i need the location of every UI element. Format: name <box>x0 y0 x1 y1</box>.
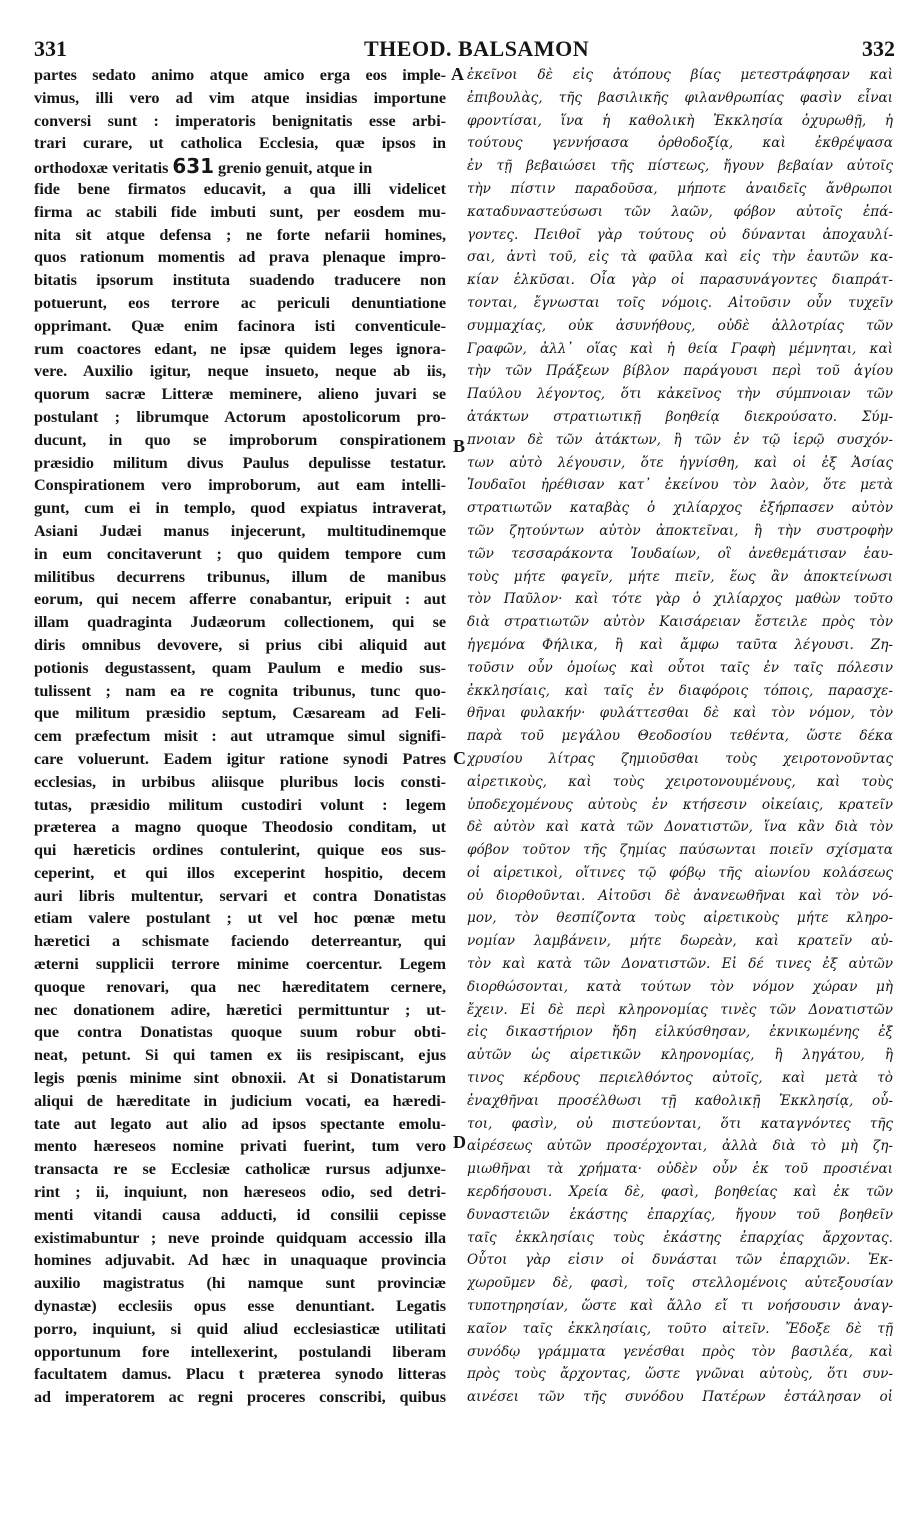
latin-line: illam quadraginta Judæorum collectionem, qui se <box>34 613 446 632</box>
latin-line: diris omnibus devovere, si prius cibi aliquid aut <box>34 635 446 654</box>
greek-line: οἱ αἱρετικοὶ, οἵτινες τῷ φόβῳ τῆς αἰωνίου κολάσεως <box>467 864 893 881</box>
greek-line: στρατιωτῶν καταβὰς ὁ χιλίαρχος ἐξήρπασεν αὐτὸν <box>467 500 893 517</box>
greek-line: τὸν Παῦλον· καὶ τότε γὰρ ὁ χιλίαρχος μαθὼν τοῦτο <box>467 591 893 608</box>
latin-line: homines adjuvabit. Ad hæc in unaquaque provincia <box>34 1251 446 1270</box>
greek-line: κίαν ἑλκῦσαι. Οἷα γὰρ οἱ παρασυνάγοντες διαπράτ- <box>467 272 893 289</box>
latin-line: conversi sunt : imperatoris benignitatis esse arbi- <box>34 111 446 130</box>
greek-line: ἐν τῇ βεβαιώσει τῆς πίστεως, ἤγουν βεβαίαν αὐτοῖς <box>467 158 893 175</box>
latin-line: rint ; ii, inquiunt, non hæreseos odio, sed detri- <box>34 1183 446 1202</box>
latin-line: mento hæreseos nomine privati fuerint, tum vero <box>34 1137 446 1156</box>
greek-line: χωροῦμεν δὲ, φασὶ, τοῖς στελλομένοις αὐτεξουσίαν <box>467 1275 893 1292</box>
latin-line: æterni supplicii terrore minime coercentur. Legem <box>34 955 446 974</box>
latin-line: postulant ; librumque Actorum apostolicorum pro- <box>34 407 446 426</box>
latin-line: tutas, præsidio militum custodiri volunt : legem <box>34 795 446 814</box>
greek-line: Γραφῶν, ἀλλ᾿ οἵας καὶ ἡ θεία Γραφὴ μέμνηται, καὶ <box>467 340 893 357</box>
latin-line: nita sit atque defensa ; ne forte nefarii homines, <box>34 225 446 244</box>
greek-line: οὐ διορθοῦνται. Αἰτοῦσι δὲ ἀνανεωθῆναι καὶ τὸν νό- <box>467 887 893 904</box>
latin-line: ceperint, et qui illos exceperint hospitio, decem <box>34 863 446 882</box>
latin-line: legis pœnis minime sint obnoxii. At si Donatistarum <box>34 1069 446 1088</box>
greek-line: ἀτάκτων στρατιωτικῇ βοηθείᾳ διεκρούσατο. Σύμ- <box>467 408 893 425</box>
latin-line: que contra Donatistas quoque suum robur obti- <box>34 1023 446 1042</box>
latin-line: transacta re se Ecclesiæ catholicæ rursus adjunxe- <box>34 1160 446 1179</box>
greek-line: εἰς δικαστήριον ἤδη εἱλκύσθησαν, ἐκνικωμένης ἐξ <box>467 1024 893 1041</box>
latin-line: que militum præsidio septum, Cæsaream ad Feli- <box>34 704 446 723</box>
greek-line: ἡγεμόνα Φήλικα, ἢ καὶ ἄμφω ταῦτα λέγουσι. Ζη- <box>467 636 893 653</box>
latin-line: præterea a magno quoque Theodosio conditam, ut <box>34 818 446 837</box>
latin-line <box>34 155 446 178</box>
greek-line: δυναστειῶν ἑκάστης ἐπαρχίας, ἤγουν τοῦ βοηθεῖν <box>467 1206 893 1223</box>
greek-column <box>467 64 893 1409</box>
greek-line: αὐτῶν ὡς αἱρετικῶν κληρονομίας, ἢ ληγάτου, ἢ <box>467 1047 893 1064</box>
latin-line: tate aut legato aut alio ad ipsos spectante emolu- <box>34 1114 446 1133</box>
latin-line: bitatis ipsorum instituta suadendo traducere non <box>34 271 446 290</box>
latin-line: quorum sacræ Litteræ meminere, alieno juvari se <box>34 385 446 404</box>
greek-line: διορθώσονται, κατὰ τούτων τὸν νόμον χώραν μὴ <box>467 978 893 995</box>
greek-line: αἱρέσεως αὐτῶν προσέρχονται, ἀλλὰ διὰ τὸ μὴ ζη- <box>467 1138 893 1155</box>
greek-line: χρυσίου λίτρας ζημιοῦσθαι τοὺς χειροτονοῦντας <box>467 750 893 767</box>
greek-line: των αὐτὸ λέγουσιν, ὅτε ἡγνίσθη, καὶ οἱ ἐξ Ἀσίας <box>467 454 893 471</box>
greek-line: γοντες. Πειθοῖ γὰρ τούτους οὐ δύνανται ἀποχαυλί- <box>467 226 893 243</box>
greek-line: σαι, ἀντὶ τοῦ, εἰς τὰ φαῦλα καὶ εἰς τὴν ἑαυτῶν κα- <box>467 249 893 266</box>
latin-line: vimus, illi vero ad vim atque insidias importune <box>34 88 446 107</box>
greek-line: συμμαχίας, οὐκ ἀσυνήθους, οὐδὲ ἀλλοτρίας τῶν <box>467 317 893 334</box>
greek-line: Οὗτοι γὰρ εἰσιν οἱ δυνάσται τῶν ἐπαρχιῶν. Ἐκ- <box>467 1252 893 1269</box>
latin-line: quos rationum momentis ad prava plenaque impro- <box>34 248 446 267</box>
greek-line: ἐναχθῆναι προσέλθωσι τῇ καθολικῇ Ἐκκλησίᾳ, οὗ- <box>467 1092 893 1109</box>
latin-line: Asiani Judæi manus injecerunt, multitudinemque <box>34 521 446 540</box>
greek-line: πνοιαν δὲ τῶν ἀτάκτων, ἢ τῶν ἐν τῷ ἱερῷ συσχόν- <box>467 431 893 448</box>
inline-column-number: 631 <box>172 155 214 178</box>
greek-line: κερδήσουσι. Χρεία δὲ, φασὶ, βοηθείας καὶ ἐκ τῶν <box>467 1184 893 1201</box>
latin-line: auri libris multentur, servari et contra Donatistas <box>34 886 446 905</box>
greek-line: Παύλου λέγοντος, ὅτι κἀκεῖνος τὴν σύμπνοιαν τῶν <box>467 386 893 403</box>
greek-line: ταῖς ἐκκλησίαις τοὺς ἑκάστης ἐπαρχίας ἄρχοντας. <box>467 1229 893 1246</box>
greek-line: καῖον ταῖς ἐκκλησίαις, τοῦτο αἰτεῖν. Ἔδοξε δὲ τῇ <box>467 1320 893 1337</box>
greek-line: αινέσει τῶν τῆς συνόδου Πατέρων ἐστάλησαν οἱ <box>467 1389 893 1406</box>
latin-line: præsidio militum divus Paulus depulisse testatur. <box>34 453 446 472</box>
greek-line: τινος κέρδους περιελθόντος αὐτοῖς, καὶ μετὰ τὸ <box>467 1070 893 1087</box>
greek-line: θῆναι φυλακήν· φυλάττεσθαι δὲ καὶ τὸν νόμον, τὸν <box>467 705 893 722</box>
latin-line: quoque renovari, qua nec hæreditatem cernere, <box>34 977 446 996</box>
greek-line: ὑποδεχομένους αὐτοὺς ἐν κτήσεσιν οἰκείαις, κρατεῖν <box>467 796 893 813</box>
greek-line: τῶν ζητούντων αὐτὸν ἀποκτεῖναι, ἢ τὴν συστροφὴν <box>467 522 893 539</box>
page-number-left: 331 <box>34 36 67 61</box>
latin-line: opprimant. Quæ enim facinora isti conventicule- <box>34 316 446 335</box>
greek-line: μιωθῆναι τὰ χρήματα· οὐδὲν οὖν ἐκ τοῦ προσιέναι <box>467 1161 893 1178</box>
latin-line: tulissent ; nam ea re cognita tribunus, tunc quo- <box>34 681 446 700</box>
latin-line: etiam valere postulant ; ut vel hoc pœnæ metu <box>34 909 446 928</box>
greek-line: τὴν πίστιν παραδοῦσα, μήποτε ἀναιδεῖς ἄνθρωποι <box>467 180 893 197</box>
greek-line: τοὺς μήτε φαγεῖν, μήτε πιεῖν, ἕως ἂν ἀποκτείνωσι <box>467 568 893 585</box>
latin-line: militibus decurrens tribunus, illum de manibus <box>34 567 446 586</box>
latin-line: neat, petunt. Si qui tamen ex iis resipiscant, ejus <box>34 1046 446 1065</box>
latin-line: porro, inquiunt, si quid aliud ecclesiasticæ utilitati <box>34 1319 446 1338</box>
latin-line: aliqui de hæreditate in judicium vocati, ea hæredi- <box>34 1091 446 1110</box>
greek-line: Ἰουδαῖοι ἠρέθισαν κατ᾿ ἐκείνου τὸν λαὸν, ὅτε μετὰ <box>467 477 893 494</box>
greek-line: τὸν καὶ κατὰ τῶν Δονατιστῶν. Εἰ δέ τινες ἐξ αὐτῶν <box>467 956 893 973</box>
latin-line: gunt, cum ei in templo, quod expiatus intraverat, <box>34 499 446 518</box>
latin-line: auxilio magistratus (hi namque sunt provinciæ <box>34 1274 446 1293</box>
latin-line: vere. Auxilio igitur, neque insueto, neque ab iis, <box>34 362 446 381</box>
greek-line: ἐπιβουλὰς, τῆς βασιλικῆς φιλανθρωπίας φασὶν εἶναι <box>467 89 893 106</box>
section-marker-b: B <box>453 436 466 456</box>
page-header <box>34 36 895 62</box>
latin-line: nec donationem adire, hæretici permittuntur ; ut- <box>34 1000 446 1019</box>
greek-line: αἱρετικοὺς, καὶ τοὺς χειροτονουμένους, καὶ τοὺς <box>467 773 893 790</box>
greek-line: τυποτηρησίαν, ὥστε καὶ ἄλλο εἴ τι νοήσουσιν ἀναγ- <box>467 1298 893 1315</box>
greek-line: τῶν τεσσαράκοντα Ἰουδαίων, οἳ ἀνεθεμάτισαν ἑαυ- <box>467 545 893 562</box>
greek-line: ἐκκλησίαις, καὶ ταῖς ἐν διαφόροις τόποις, παρασχε- <box>467 682 893 699</box>
latin-line: fide bene firmatos educavit, a qua illi videlicet <box>34 179 446 198</box>
latin-column <box>34 64 446 1409</box>
latin-line: cem præfectum misit : aut utramque simul signifi- <box>34 727 446 746</box>
section-marker-a: A <box>451 64 464 84</box>
greek-line: ἔχειν. Εἰ δὲ περὶ κληρονομίας τινὲς τῶν Δονατιστῶν <box>467 1001 893 1018</box>
greek-line: πρὸς τοὺς ἄρχοντας, ὥστε γνῶναι αὐτοὺς, ὅτι συν- <box>467 1366 893 1383</box>
latin-line: rum coactores edant, ne ipsæ quidem leges ignora- <box>34 339 446 358</box>
latin-line: care voluerunt. Eadem igitur ratione synodi Patres <box>34 749 446 768</box>
greek-line: συνόδῳ γράμματα γενέσθαι πρὸς τὸν βασιλέα, καὶ <box>467 1343 893 1360</box>
greek-line: τοι, φασὶν, οὐ πιστεύονται, ὅτι καταγνόντες τῆς <box>467 1115 893 1132</box>
latin-line: partes sedato animo atque amico erga eos imple- <box>34 66 446 84</box>
latin-line: firma ac stabili fide imbuti sunt, per eosdem mu- <box>34 202 446 221</box>
latin-line: qui hæreticis ordines contulerint, quique eos sus- <box>34 841 446 860</box>
latin-line: trari curare, ut catholica Ecclesia, quæ ipsos in <box>34 134 446 153</box>
greek-line: νομίαν λαμβάνειν, μήτε δωρεὰν, καὶ κρατεῖν αὐ- <box>467 933 893 950</box>
greek-line: μον, τὸν θεσπίζοντα τοὺς αἱρετικοὺς μήτε κληρο- <box>467 910 893 927</box>
section-marker-c: C <box>453 748 466 768</box>
greek-line: καταδυναστεύσωσι τῶν λαῶν, φόβον αὐτοῖς ἐπά- <box>467 203 893 220</box>
latin-line: menti vitandi causa adducti, id consilii cepisse <box>34 1205 446 1224</box>
latin-line: potionis degustassent, quam Paulum e medio sus- <box>34 658 446 677</box>
latin-line: Conspirationem vero improborum, aut eam intelli- <box>34 476 446 495</box>
greek-line: τὴν τῶν Πράξεων βίβλον παράγουσι περὶ τοῦ ἁγίου <box>467 363 893 380</box>
latin-line-text: orthodoxæ veritatis <box>34 159 169 178</box>
latin-line: ecclesias, in urbibus aliisque pluribus locis consti- <box>34 772 446 791</box>
running-title: THEOD. BALSAMON <box>364 36 590 61</box>
greek-line: τούτους γεννήσασα ὀρθοδοξίᾳ, καὶ ἐκθρέψασα <box>467 135 893 152</box>
latin-line: ducunt, in quo se improborum conspirationem <box>34 430 446 449</box>
latin-line: opportunum fore intellexerint, postulandi liberam <box>34 1342 446 1361</box>
latin-line: potuerunt, eos terrore ac periculi denuntiatione <box>34 293 446 312</box>
latin-line: existimabuntur ; neve proinde quidquam accessio illa <box>34 1228 446 1247</box>
page-number-right: 332 <box>862 36 895 61</box>
latin-line: facultatem damus. Placu t præterea synodo litteras <box>34 1365 446 1384</box>
greek-line: δὲ αὐτὸν καὶ κατὰ τῶν Δονατιστῶν, ἵνα κἂν διὰ τὸν <box>467 819 893 836</box>
greek-line: τονται, ἔγνωσται τοῖς νόμοις. Αἰτοῦσιν οὖν τυχεῖν <box>467 294 893 311</box>
greek-line: φροντίσαι, ἵνα ἡ καθολικὴ Ἐκκλησία ὀχυρωθῇ, ἡ <box>467 112 893 129</box>
latin-line: ad imperatorem ac regni proceres conscribi, quibus <box>34 1388 446 1407</box>
greek-line: φόβον τοῦτον τῆς ζημίας παύσωνται ποιεῖν σχίσματα <box>467 842 893 859</box>
latin-line: eorum, qui necem afferre conabantur, eripuit : aut <box>34 590 446 609</box>
latin-line-text: grenio genuit, atque in <box>218 159 373 178</box>
latin-line: hæretici a schismate faciendo deterreantur, qui <box>34 932 446 951</box>
greek-line: ἐκεῖνοι δὲ εἰς ἀτόπους βίας μετεστράφησαν καὶ <box>467 67 893 83</box>
greek-line: διὰ στρατιωτῶν αὐτὸν Καισάρειαν ἔστειλε πρὸς τὸν <box>467 614 893 631</box>
latin-line: in eum concitaverunt ; quo quidem tempore cum <box>34 544 446 563</box>
greek-line: παρὰ τοῦ μεγάλου Θεοδοσίου τεθέντα, ὥστε δέκα <box>467 728 893 745</box>
section-marker-d: D <box>453 1132 466 1152</box>
greek-line: τοῦσιν οὖν ὁμοίως καὶ οὗτοι ταῖς ἐν ταῖς πόλεσιν <box>467 659 893 676</box>
latin-line: dynastæ) ecclesiis opus esse denuntiant. Legatis <box>34 1297 446 1316</box>
